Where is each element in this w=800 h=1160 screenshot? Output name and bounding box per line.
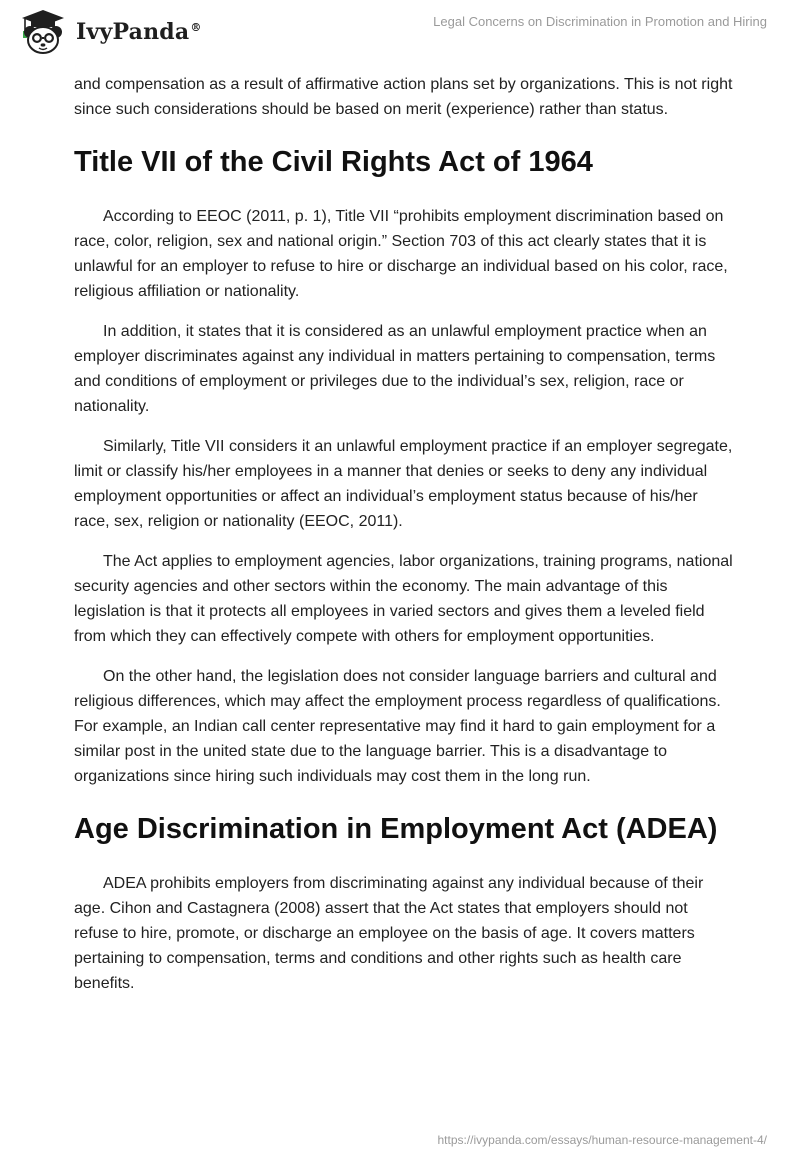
- page-header: [0, 0, 800, 60]
- paragraph: According to EEOC (2011, p. 1), Title VII “prohibits employment discrimination based on race, color, religion, sex and national origin.” Section 703 of this act clearly states that it is unlawful for an employer to refuse to hire or discharge an individual based on his color, race, religious affiliation or nationality.: [74, 208, 728, 300]
- section-heading-adea: Age Discrimination in Employment Act (ADEA): [74, 813, 718, 845]
- document-title: Legal Concerns on Discrimination in Promotion and Hiring: [433, 14, 767, 29]
- intro-paragraph: and compensation as a result of affirmative action plans set by organizations. This is not right since such considerations should be based on merit (experience) rather than status.: [74, 76, 733, 118]
- ivypanda-logo[interactable]: [14, 8, 202, 56]
- paragraph: ADEA prohibits employers from discriminating against any individual because of their age. Cihon and Castagnera (2008) assert that the Act states that employers should not refuse to hire, promote, or discharge an employee on the basis of age. It covers matters pertaining to compensation, terms and conditions and other rights such as health care benefits.: [74, 875, 704, 992]
- panda-graduate-icon: [14, 8, 72, 56]
- brand-name: IvyPanda®: [76, 19, 202, 45]
- source-url[interactable]: https://ivypanda.com/essays/human-resource-management-4/: [437, 1133, 767, 1147]
- article-body: [74, 72, 734, 1011]
- section-heading-title-vii: Title VII of the Civil Rights Act of 1964: [74, 146, 593, 178]
- paragraph: The Act applies to employment agencies, labor organizations, training programs, national security agencies and other sectors within the economy. The main advantage of this legislation is that it protects all employees in varied sectors and gives them a leveled field from which they can effectively compete with others for employment opportunities.: [74, 553, 733, 645]
- paragraph: Similarly, Title VII considers it an unlawful employment practice if an employer segregate, limit or classify his/her employees in a manner that denies or seeks to deny any individual employment opportunities or affect an individual’s employment status because of his/her race, sex, religion or nationality (EEOC, 2011).: [74, 438, 733, 530]
- paragraph: On the other hand, the legislation does not consider language barriers and cultural and religious differences, which may affect the employment process regardless of qualifications. For example, an Indian call center representative may find it hard to gain employment for a similar post in the united state due to the language barrier. This is a disadvantage to organizations since hiring such individuals may cost them in the long run.: [74, 668, 721, 785]
- paragraph: In addition, it states that it is considered as an unlawful employment practice when an employer discriminates against any individual in matters pertaining to compensation, terms and conditions of employment or privileges due to the individual’s sex, religion, race or nationality.: [74, 323, 716, 415]
